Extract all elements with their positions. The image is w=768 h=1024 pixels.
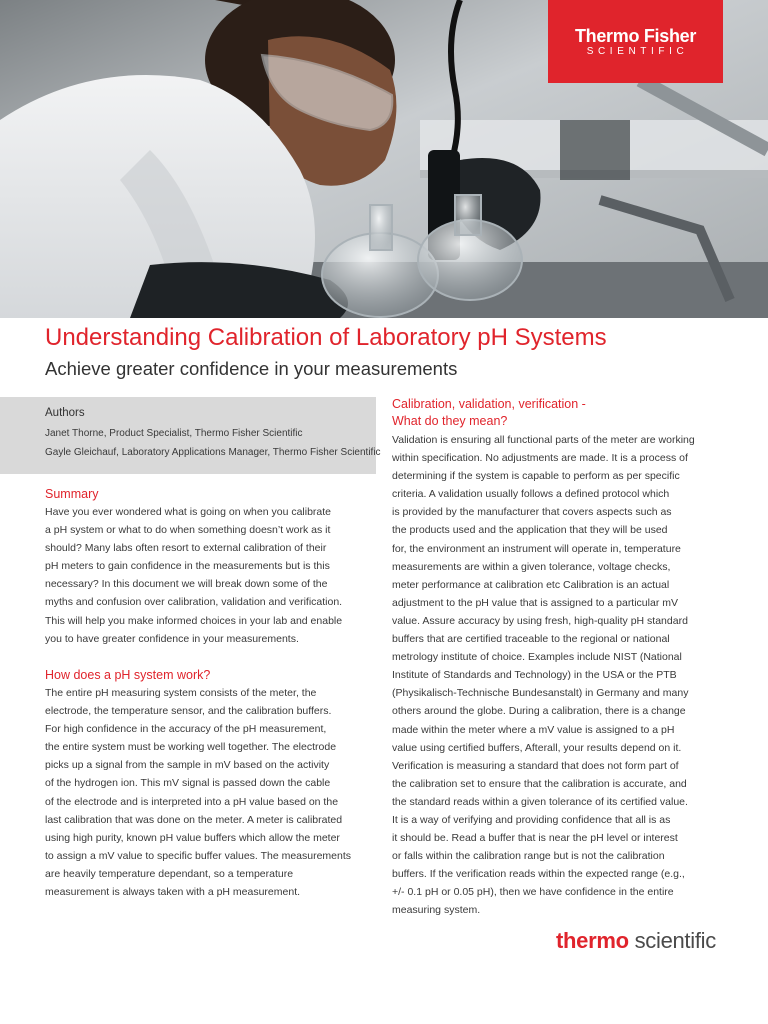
- text-line: It is a way of verifying and providing confidence that all is as: [392, 813, 671, 826]
- text-line: should? Many labs often resort to external calibration of their: [45, 542, 327, 555]
- text-line: value using certified buffers, Afterall, your results depend on it.: [392, 741, 682, 754]
- text-line: myths and confusion over calibration, validation and verification.: [45, 596, 343, 609]
- text-line: the standard reads within a given tolerance of its certified value.: [392, 795, 688, 808]
- text-line: using high purity, known pH value buffers which allow the meter: [45, 831, 340, 844]
- text-line: Verification is measuring a standard that does not form part of: [392, 759, 679, 772]
- text-line: buffers. If the verification reads within the expected range (e.g.,: [392, 868, 685, 881]
- text-line: buffers that are certified traceable to the regional or national: [392, 633, 670, 646]
- authors-box: [0, 397, 381, 474]
- text-line: measurements are within a given tolerance, voltage checks,: [392, 560, 671, 573]
- text-line: The entire pH measuring system consists of the meter, the: [45, 687, 317, 699]
- text-line: others around the globe. During a calibration, there is a change: [392, 705, 686, 718]
- text-line: you to have greater confidence in your measurements.: [45, 632, 299, 645]
- text-line: value. Assure accuracy by using fresh, high-quality pH standard: [392, 614, 688, 627]
- text-line: a pH system or what to do when something doesn’t work as it: [45, 524, 331, 537]
- brand-sub: SCIENTIFIC: [586, 46, 689, 57]
- summary-text: [45, 503, 342, 648]
- cvv-heading: [392, 396, 586, 430]
- text-line: This will help you make informed choices in your lab and enable: [45, 614, 343, 627]
- text-line: Institute of Standards and Technology) in the USA or the PTB: [392, 669, 677, 682]
- logo-scientific: scientific: [628, 928, 716, 953]
- text-line: Validation is ensuring all functional parts of the meter are working: [392, 434, 695, 446]
- cvv-heading-line: What do they mean?: [392, 414, 508, 428]
- summary-heading: Summary: [45, 487, 99, 501]
- text-line: made within the meter where a mV value is assigned to a pH: [392, 723, 675, 736]
- cvv-text: [392, 431, 695, 920]
- authors-heading: Authors: [45, 407, 85, 419]
- text-line: the products used and the application that they will be used: [392, 524, 668, 537]
- text-line: measurement is always taken with a pH measurement.: [45, 886, 301, 899]
- cvv-heading-line: Calibration, validation, verification -: [392, 397, 586, 411]
- text-line: last calibration that was done on the meter. A meter is calibrated: [45, 813, 343, 826]
- text-line: for, the environment an instrument will operate in, temperature: [392, 542, 681, 555]
- author-line: Gayle Gleichauf, Laboratory Applications Manager, Thermo Fisher Scientific: [45, 447, 381, 458]
- thermo-scientific-logo: [556, 928, 716, 954]
- text-line: adjustment to the pH value that is assigned to a particular mV: [392, 596, 678, 609]
- text-line: within specification. No adjustments are made. It is a process of: [392, 452, 688, 465]
- text-line: electrode, the temperature sensor, and the calibration buffers.: [45, 705, 332, 718]
- page-title: Understanding Calibration of Laboratory pH Systems: [45, 324, 607, 351]
- text-line: measuring system.: [392, 904, 481, 917]
- how-text: [45, 684, 351, 901]
- text-line: it should be. Read a buffer that is near the pH level or interest: [392, 832, 678, 845]
- text-line: determining if the system is capable to perform as per specific: [392, 470, 680, 483]
- text-line: of the hydrogen ion. This mV signal is passed down the cable: [45, 777, 331, 790]
- hero-photo: [0, 0, 768, 318]
- text-line: are heavily temperature dependant, so a temperature: [45, 867, 294, 880]
- thermo-fisher-logo: [548, 0, 723, 83]
- brand-name: Thermo Fisher: [574, 26, 697, 46]
- text-line: +/- 0.1 pH or 0.05 pH), then we have confidence in the entire: [392, 886, 674, 899]
- text-line: to assign a mV value to specific buffer values. The measurements: [45, 849, 352, 862]
- author-line: Janet Thorne, Product Specialist, Thermo Fisher Scientific: [45, 428, 303, 439]
- text-line: necessary? In this document we will break down some of the: [45, 578, 328, 591]
- logo-thermo: thermo: [556, 928, 629, 953]
- text-line: criteria. A validation usually follows a defined protocol which: [392, 488, 670, 501]
- text-line: of the electrode and is interpreted into a pH value based on the: [45, 795, 339, 808]
- text-line: picks up a signal from the sample in mV based on the activity: [45, 759, 330, 772]
- text-line: pH meters to gain confidence in the measurements but is this: [45, 560, 330, 573]
- text-line: the entire system must be working well together. The electrode: [45, 741, 337, 754]
- text-line: Have you ever wondered what is going on when you calibrate: [45, 506, 332, 518]
- how-heading: How does a pH system work?: [45, 668, 211, 682]
- text-line: the calibration set to ensure that the calibration is accurate, and: [392, 777, 687, 790]
- text-line: or falls within the calibration range but is not the calibration: [392, 850, 665, 863]
- text-line: For high confidence in the accuracy of the pH measurement,: [45, 723, 327, 736]
- text-line: metrology institute of choice. Examples include NIST (National: [392, 651, 682, 664]
- text-line: meter performance at calibration etc Calibration is an actual: [392, 578, 670, 591]
- page-subtitle: Achieve greater confidence in your measurements: [45, 358, 458, 379]
- text-line: (Physikalisch-Technische Bundesanstalt) in Germany and many: [392, 687, 689, 700]
- text-line: is provided by the manufacturer that covers aspects such as: [392, 506, 672, 519]
